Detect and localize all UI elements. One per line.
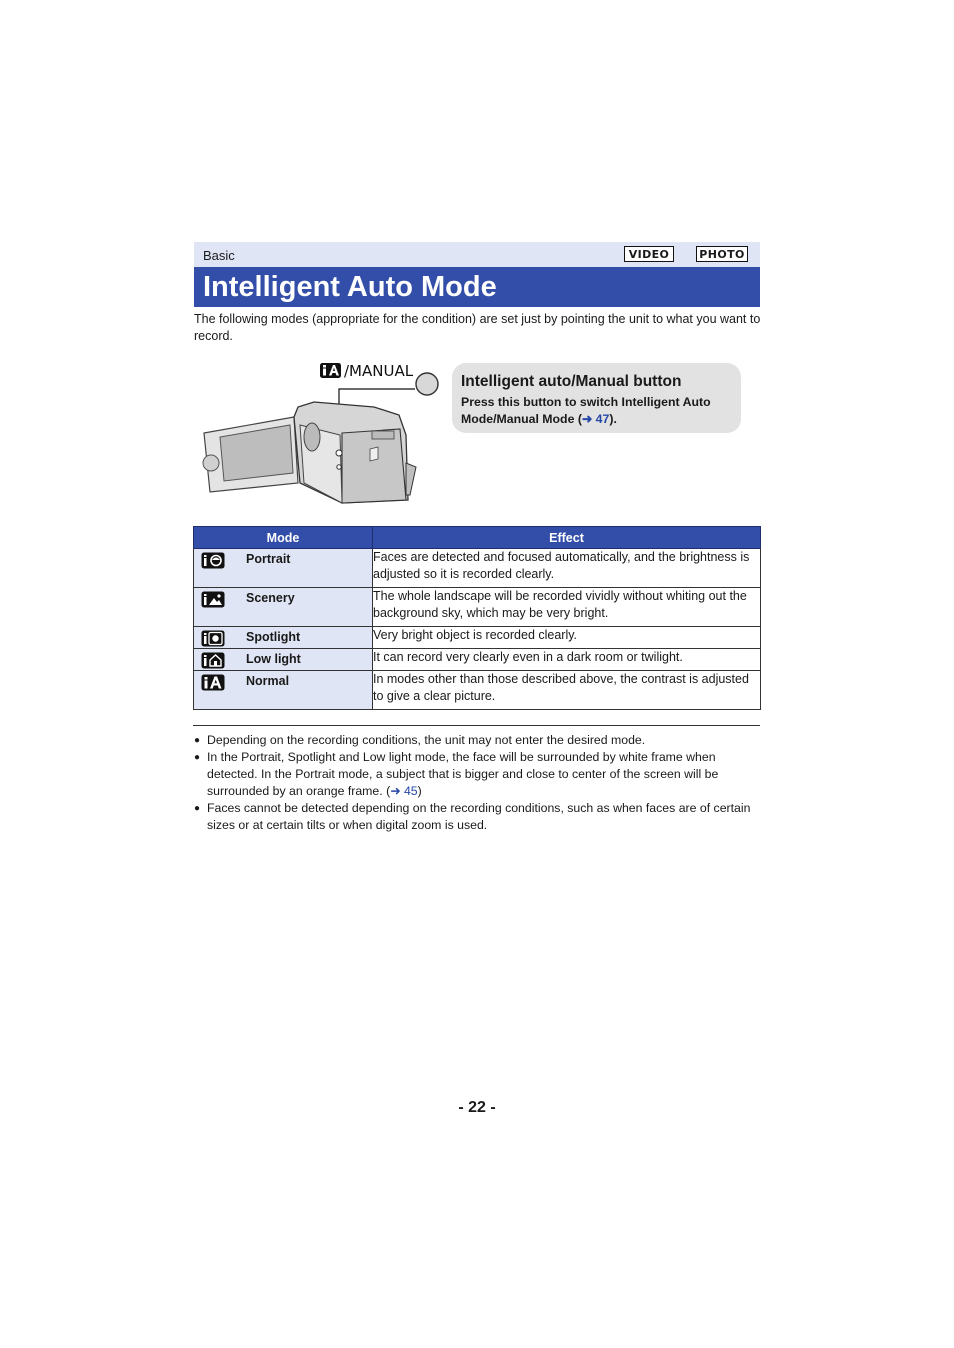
page-number: - 22 - <box>458 1099 496 1116</box>
table-header-row <box>194 527 761 549</box>
bullet-icon: ● <box>194 752 201 763</box>
scenery-mode-icon <box>201 591 225 608</box>
section-divider <box>193 725 760 726</box>
normal-mode-icon <box>201 674 225 691</box>
mode-name: Low light <box>246 652 301 666</box>
bullet-icon: ● <box>194 803 201 814</box>
effect-text: It can record very clearly even in a dark room or twilight. <box>373 649 761 671</box>
effect-text: In modes other than those described above, the contrast is adjusted to give a clear picture. <box>373 671 761 710</box>
arrow-icon: ➜ <box>390 784 401 798</box>
table-row <box>194 671 761 710</box>
photo-badge: PHOTO <box>696 246 748 262</box>
mode-name: Spotlight <box>246 630 301 644</box>
low-light-mode-icon <box>201 652 225 669</box>
effect-text: Faces are detected and focused automatically, and the brightness is adjusted so it is recorded clearly. <box>373 549 761 588</box>
mode-name: Scenery <box>246 591 295 605</box>
list-item: ● Faces cannot be detected depending on the recording conditions, such as when faces are of certain sizes or at certain tilts or when digital zoom is used. <box>194 801 751 832</box>
video-badge: VIDEO <box>624 246 674 262</box>
manual-label: /MANUAL <box>344 362 414 380</box>
mode-table <box>193 526 761 710</box>
bullet-icon: ● <box>194 735 201 746</box>
page-link-45[interactable]: 45 <box>403 784 418 798</box>
button-callout <box>452 363 741 433</box>
category-label: Basic <box>203 248 235 263</box>
header-effect: Effect <box>373 527 761 549</box>
effect-text: The whole landscape will be recorded vividly without whiting out the background sky, which may be very bright. <box>373 588 761 627</box>
camcorder-illustration <box>194 355 444 510</box>
table-row <box>194 588 761 627</box>
portrait-mode-icon <box>201 552 225 569</box>
table-row <box>194 549 761 588</box>
category-bar <box>194 242 760 267</box>
callout-title: Intelligent auto/Manual button <box>461 373 682 390</box>
mode-name: Portrait <box>246 552 291 566</box>
table-row <box>194 627 761 649</box>
effect-text: Very bright object is recorded clearly. <box>373 627 761 649</box>
title-bar <box>194 267 760 307</box>
ia-manual-button <box>416 373 438 395</box>
intelligent-auto-icon <box>320 363 341 378</box>
page-title: Intelligent Auto Mode <box>203 271 497 303</box>
notes-list <box>194 732 764 834</box>
list-item: ● Depending on the recording conditions, the unit may not enter the desired mode. <box>194 733 646 747</box>
header-mode: Mode <box>194 527 373 549</box>
table-row <box>194 649 761 671</box>
intro-text: The following modes (appropriate for the condition) are set just by pointing the unit to what you want to record. <box>194 312 761 343</box>
mode-name: Normal <box>246 674 290 688</box>
list-item: ● In the Portrait, Spotlight and Low light mode, the face will be surrounded by white frame when detected. In the Portrait mode, a subject that is bigger and close to center of the screen will be surrounded by an orange frame. (➜ 45) <box>194 750 719 798</box>
arrow-icon: ➜ <box>581 412 593 426</box>
page-link-47[interactable]: 47 <box>595 412 610 426</box>
spotlight-mode-icon <box>201 630 225 647</box>
callout-description: Press this button to switch Intelligent Auto Mode/Manual Mode (➜ 47). <box>461 395 711 426</box>
